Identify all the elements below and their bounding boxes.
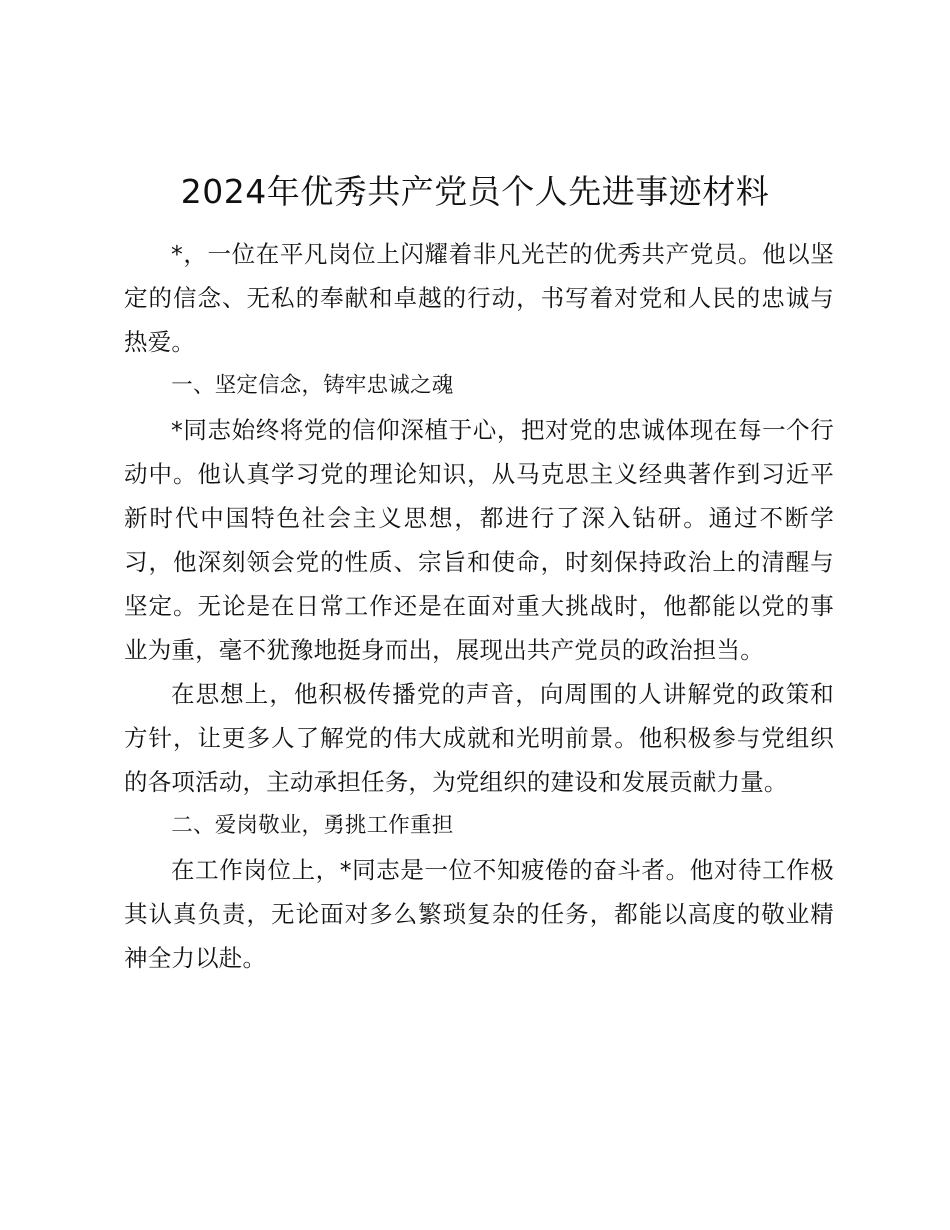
section-heading-1: 一、坚定信念，铸牢忠诚之魂 — [171, 373, 454, 398]
paragraph-belief: *同志始终将党的信仰深植于心，把对党的忠诚体现在每一个行动中。他认真学习党的理论知识，从马克思主义经典著作到习近平新时代中国特色社会主义思想，都进行了深入钻研。通过不断学习，他深刻领会党的性质、宗旨和使命，时刻保持政治上的清醒与坚定。无论是在日常工作还是在面对重大挑战时，他都能以党的事业为重，毫不犹豫地挺身而出，展现出共产党员的政治担当。 — [124, 416, 834, 664]
document-body — [124, 232, 834, 980]
paragraph-work: 在工作岗位上，*同志是一位不知疲倦的奋斗者。他对待工作极其认真负责，无论面对多么繁琐复杂的任务，都能以高度的敬业精神全力以赴。 — [124, 856, 834, 972]
document-title: 2024年优秀共产党员个人先进事迹材料 — [180, 172, 770, 211]
section-heading-2: 二、爱岗敬业，勇挑工作重担 — [171, 813, 454, 838]
paragraph-intro: *，一位在平凡岗位上闪耀着非凡光芒的优秀共产党员。他以坚定的信念、无私的奉献和卓越的行动，书写着对党和人民的忠诚与热爱。 — [124, 240, 834, 356]
paragraph-thought: 在思想上，他积极传播党的声音，向周围的人讲解党的政策和方针，让更多人了解党的伟大成就和光明前景。他积极参与党组织的各项活动，主动承担任务，为党组织的建设和发展贡献力量。 — [124, 680, 834, 796]
